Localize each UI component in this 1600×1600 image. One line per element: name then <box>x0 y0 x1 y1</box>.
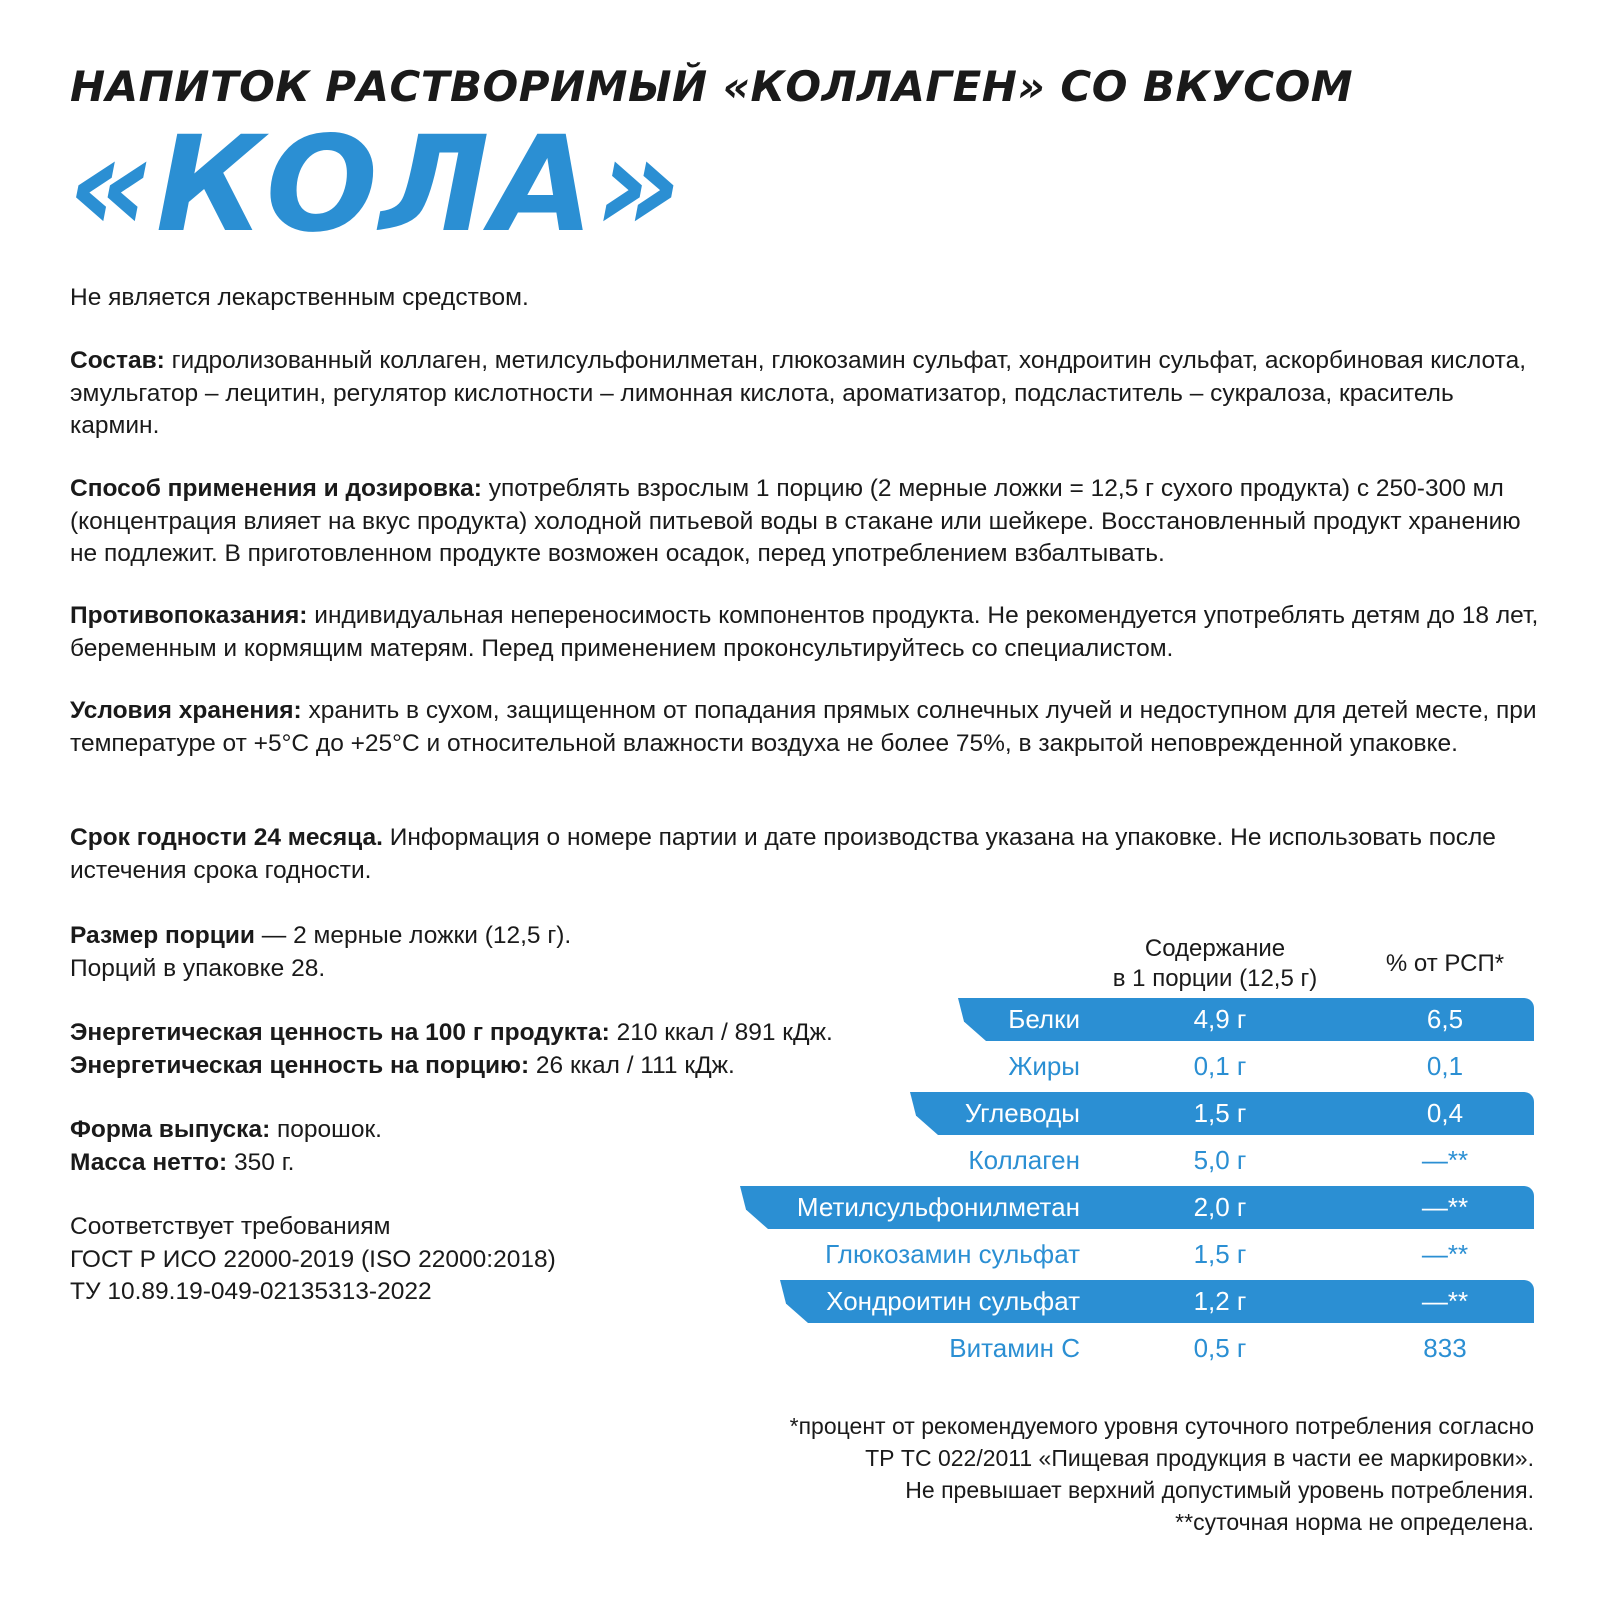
nutrition-row <box>0 1137 1600 1184</box>
nutrition-row <box>0 1184 1600 1231</box>
nutrient-name: Витамин С <box>949 1333 1080 1363</box>
nutrient-amount: 2,0 г <box>1193 1192 1247 1222</box>
nutrient-name: Хондроитин сульфат <box>826 1286 1080 1316</box>
disclaimer: Не является лекарственным средством. <box>70 284 529 311</box>
nutrient-amount: 0,1 г <box>1193 1051 1247 1081</box>
nutrition-row <box>0 996 1600 1043</box>
storage-paragraph <box>70 695 1540 760</box>
nutrient-percent: 833 <box>1423 1333 1467 1363</box>
contraindications-text: индивидуальная непереносимость компонентов продукта. Не рекомендуется употреблять детям до 18 лет, беременным и кормящим матерям. Перед применением проконсультируйтесь со специалистом. <box>70 602 1539 662</box>
composition-paragraph <box>70 345 1540 443</box>
footnote-line-2: ТР ТС 022/2011 «Пищевая продукция в части ее маркировки». <box>865 1445 1534 1471</box>
form-value: порошок. <box>270 1116 382 1143</box>
product-title: «КОЛА» <box>68 108 684 262</box>
footnotes <box>790 1410 1534 1538</box>
nutrition-table <box>0 996 1600 1372</box>
shelf-life-paragraph <box>70 822 1540 887</box>
serving-label: Размер порции <box>70 922 255 949</box>
footnote-line-4: **суточная норма не определена. <box>1175 1509 1534 1535</box>
nutrient-name: Белки <box>1008 1004 1080 1034</box>
nutrition-header-content-line-1: Содержание <box>1144 935 1286 962</box>
nutrient-amount: 0,5 г <box>1193 1333 1247 1363</box>
nutrient-amount: 1,5 г <box>1193 1098 1247 1128</box>
net-mass-label: Масса нетто: <box>70 1148 228 1176</box>
nutrition-row <box>0 1231 1600 1278</box>
nutrient-percent: 6,5 <box>1426 1004 1464 1034</box>
usage-text: употреблять взрослым 1 порцию (2 мерные ложки = 12,5 г сухого продукта) с 250-300 мл (концентрация влияет на вкус продукта) холодной питьевой воды в стакане или шейкере. Восстановленный продукт хранению не подлежит. В приготовленном продукте возможен осадок, перед употреблением взбалтывать. <box>70 475 1521 567</box>
nutrient-amount: 1,2 г <box>1193 1286 1247 1316</box>
composition-text: гидролизованный коллаген, метилсульфонилметан, глюкозамин сульфат, хондроитин сульфат, аскорбиновая кислота, эмульгатор – лецитин, регулятор кислотности – лимонная кислота, ароматизатор, подсластитель – сукралоза, краситель кармин. <box>70 347 1526 439</box>
nutrient-percent: —** <box>1421 1145 1469 1175</box>
footnote-line-1: *процент от рекомендуемого уровня суточного потребления согласно <box>789 1413 1534 1439</box>
usage-paragraph <box>70 473 1540 571</box>
product-subtitle: НАПИТОК РАСТВОРИМЫЙ «КОЛЛАГЕН» СО ВКУСОМ <box>70 62 1354 111</box>
energy-portion-label: Энергетическая ценность на порцию: <box>70 1051 530 1079</box>
compliance-line-2: ГОСТ Р ИСО 22000-2019 (ISO 22000:2018) <box>70 1245 556 1273</box>
compliance-line-1: Соответствует требованиям <box>70 1213 391 1240</box>
nutrition-row <box>0 1278 1600 1325</box>
nutrient-name: Коллаген <box>968 1145 1080 1175</box>
nutrition-row <box>0 1090 1600 1137</box>
shelf-life-text: Информация о номере партии и дате производства указана на упаковке. Не использовать после истечения срока годности. <box>70 824 1496 884</box>
nutrient-percent: 0,1 <box>1426 1051 1464 1081</box>
serving-size <box>70 920 890 953</box>
nutrient-amount: 1,5 г <box>1193 1239 1247 1269</box>
energy-per100-value: 210 ккал / 891 кДж. <box>609 1019 833 1046</box>
nutrient-name: Метилсульфонилметан <box>796 1192 1080 1222</box>
nutrient-name: Жиры <box>1008 1051 1080 1081</box>
shelf-life-label: Срок годности 24 месяца. <box>70 824 383 851</box>
compliance-line-3: ТУ 10.89.19-049-02135313-2022 <box>70 1278 432 1305</box>
contraindications-paragraph <box>70 600 1540 665</box>
nutrient-amount: 5,0 г <box>1193 1145 1247 1175</box>
energy-per100-label: Энергетическая ценность на 100 г продукта: <box>70 1019 610 1046</box>
nutrient-name: Глюкозамин сульфат <box>825 1239 1080 1269</box>
composition-label: Состав: <box>70 347 165 374</box>
nutrient-percent: —** <box>1421 1286 1469 1316</box>
nutrition-row <box>0 1325 1600 1372</box>
servings-per-pack: Порций в упаковке 28. <box>70 954 326 982</box>
storage-text: хранить в сухом, защищенном от попадания прямых солнечных лучей и недоступном для детей месте, при температуре от +5°C до +25°C и относительной влажности воздуха не более 75%, в закрытой неповрежденной упаковке. <box>70 697 1537 757</box>
nutrient-percent: —** <box>1421 1239 1469 1269</box>
nutrition-header-percent: % от РСП* <box>1385 950 1505 977</box>
nutrient-percent: —** <box>1421 1192 1469 1222</box>
serving-text: — 2 мерные ложки (12,5 г). <box>254 922 572 949</box>
form-label: Форма выпуска: <box>70 1116 271 1143</box>
footnote-line-3: Не превышает верхний допустимый уровень потребления. <box>905 1477 1534 1503</box>
nutrition-header-content-line-2: в 1 порции (12,5 г) <box>1112 965 1318 992</box>
usage-label: Способ применения и дозировка: <box>70 475 482 502</box>
nutrient-name: Углеводы <box>964 1098 1080 1128</box>
energy-portion-value: 26 ккал / 111 кДж. <box>529 1051 735 1079</box>
nutrient-amount: 4,9 г <box>1193 1004 1247 1034</box>
nutrition-header-content <box>1090 934 1340 994</box>
storage-label: Условия хранения: <box>70 697 302 724</box>
net-mass-value: 350 г. <box>227 1148 295 1176</box>
contraindications-label: Противопоказания: <box>70 602 308 629</box>
nutrient-percent: 0,4 <box>1426 1098 1464 1128</box>
nutrition-row <box>0 1043 1600 1090</box>
